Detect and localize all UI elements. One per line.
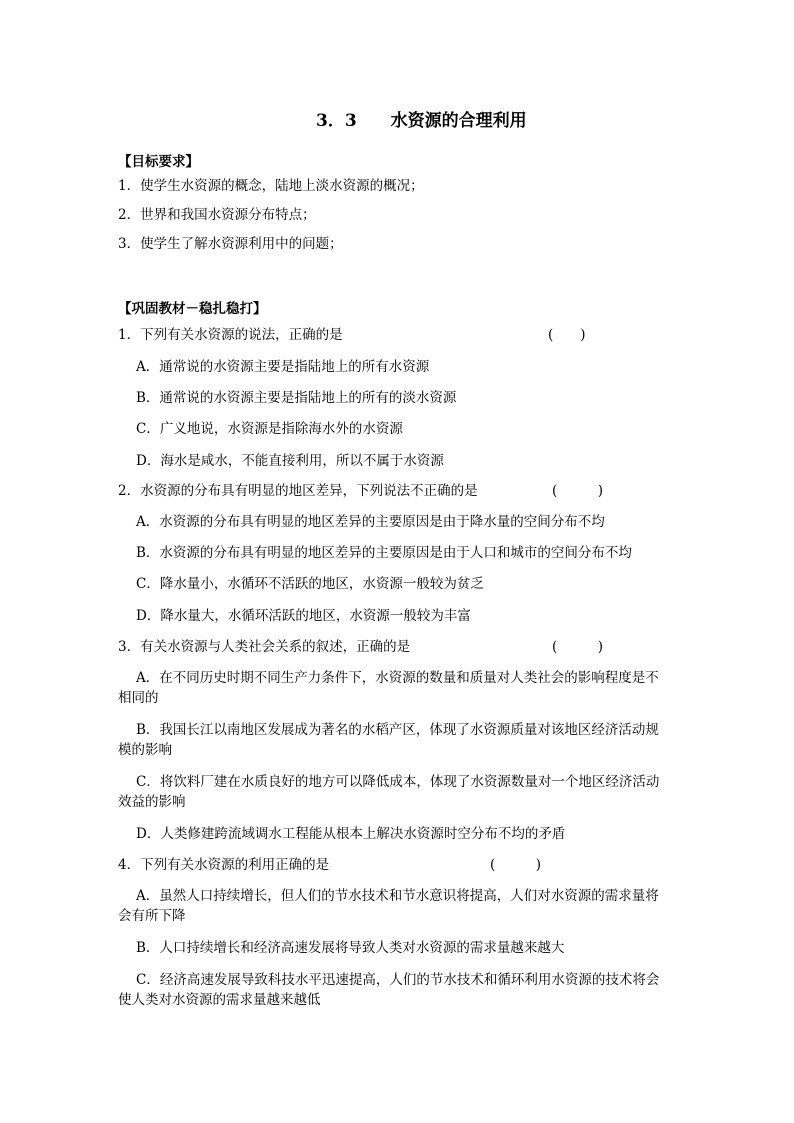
question-4-option-a-cont: 会有所下降 [118,908,186,924]
question-1-option-d: D．海水是咸水，不能直接利用，所以不属于水资源 [136,453,444,469]
goal-item-1: 1．使学生水资源的概念，陆地上淡水资源的概况； [118,178,424,194]
goals-heading: 【目标要求】 [118,154,199,170]
question-3-option-b: B．我国长江以南地区发展成为著名的水稻产区，体现了水资源质量对该地区经济活动规 [136,722,659,738]
question-3-option-c-cont: 效益的影响 [118,794,186,810]
question-1-answer-blank: ( ) [548,327,586,343]
question-3-stem: 3．有关水资源与人类社会关系的叙述，正确的是 [118,639,411,655]
question-4-answer-blank: ( ) [490,857,542,873]
question-1-option-b: B．通常说的水资源主要是指陆地上的所有的淡水资源 [136,390,457,406]
question-4-stem: 4．下列有关水资源的利用正确的是 [118,857,330,873]
question-3-option-a-cont: 相同的 [118,690,159,706]
question-4-option-c-cont: 使人类对水资源的需求量越来越低 [118,992,321,1008]
question-1-stem: 1．下列有关水资源的说法，正确的是 [118,327,343,343]
question-3-option-a: A．在不同历史时期不同生产力条件下，水资源的数量和质量对人类社会的影响程度是不 [136,670,659,686]
question-4-option-b: B．人口持续增长和经济高速发展将导致人类对水资源的需求量越来越大 [136,940,565,956]
question-2-answer-blank: ( ) [552,483,604,499]
question-1-option-c: C．广义地说，水资源是指除海水外的水资源 [136,421,403,437]
question-3-option-c: C．将饮料厂建在水质良好的地方可以降低成本，体现了水资源数量对一个地区经济活动 [136,774,660,790]
question-2-option-d: D．降水量大，水循环活跃的地区，水资源一般较为丰富 [136,608,471,624]
question-3-option-b-cont: 模的影响 [118,742,172,758]
practice-heading: 【巩固教材－稳扎稳打】 [118,301,267,317]
question-4-option-a: A．虽然人口持续增长，但人们的节水技术和节水意识将提高，人们对水资源的需求量将 [136,888,659,904]
goal-item-2: 2．世界和我国水资源分布特点； [118,207,316,223]
question-3-answer-blank: ( ) [552,639,604,655]
question-1-option-a: A．通常说的水资源主要是指陆地上的所有水资源 [136,359,430,375]
question-4-option-c: C．经济高速发展导致科技水平迅速提高，人们的节水技术和循环利用水资源的技术将会 [136,972,660,988]
question-2-option-c: C．降水量小，水循环不活跃的地区，水资源一般较为贫乏 [136,576,484,592]
question-2-stem: 2．水资源的分布具有明显的地区差异，下列说法不正确的是 [118,483,478,499]
goal-item-3: 3．使学生了解水资源利用中的问题； [118,236,343,252]
question-3-option-d: D．人类修建跨流域调水工程能从根本上解决水资源时空分布不均的矛盾 [136,826,566,842]
question-2-option-b: B．水资源的分布具有明显的地区差异的主要原因是由于人口和城市的空间分布不均 [136,545,632,561]
question-2-option-a: A．水资源的分布具有明显的地区差异的主要原因是由于降水量的空间分布不均 [136,514,605,530]
page-title: 3．3 水资源的合理利用 [316,111,527,131]
